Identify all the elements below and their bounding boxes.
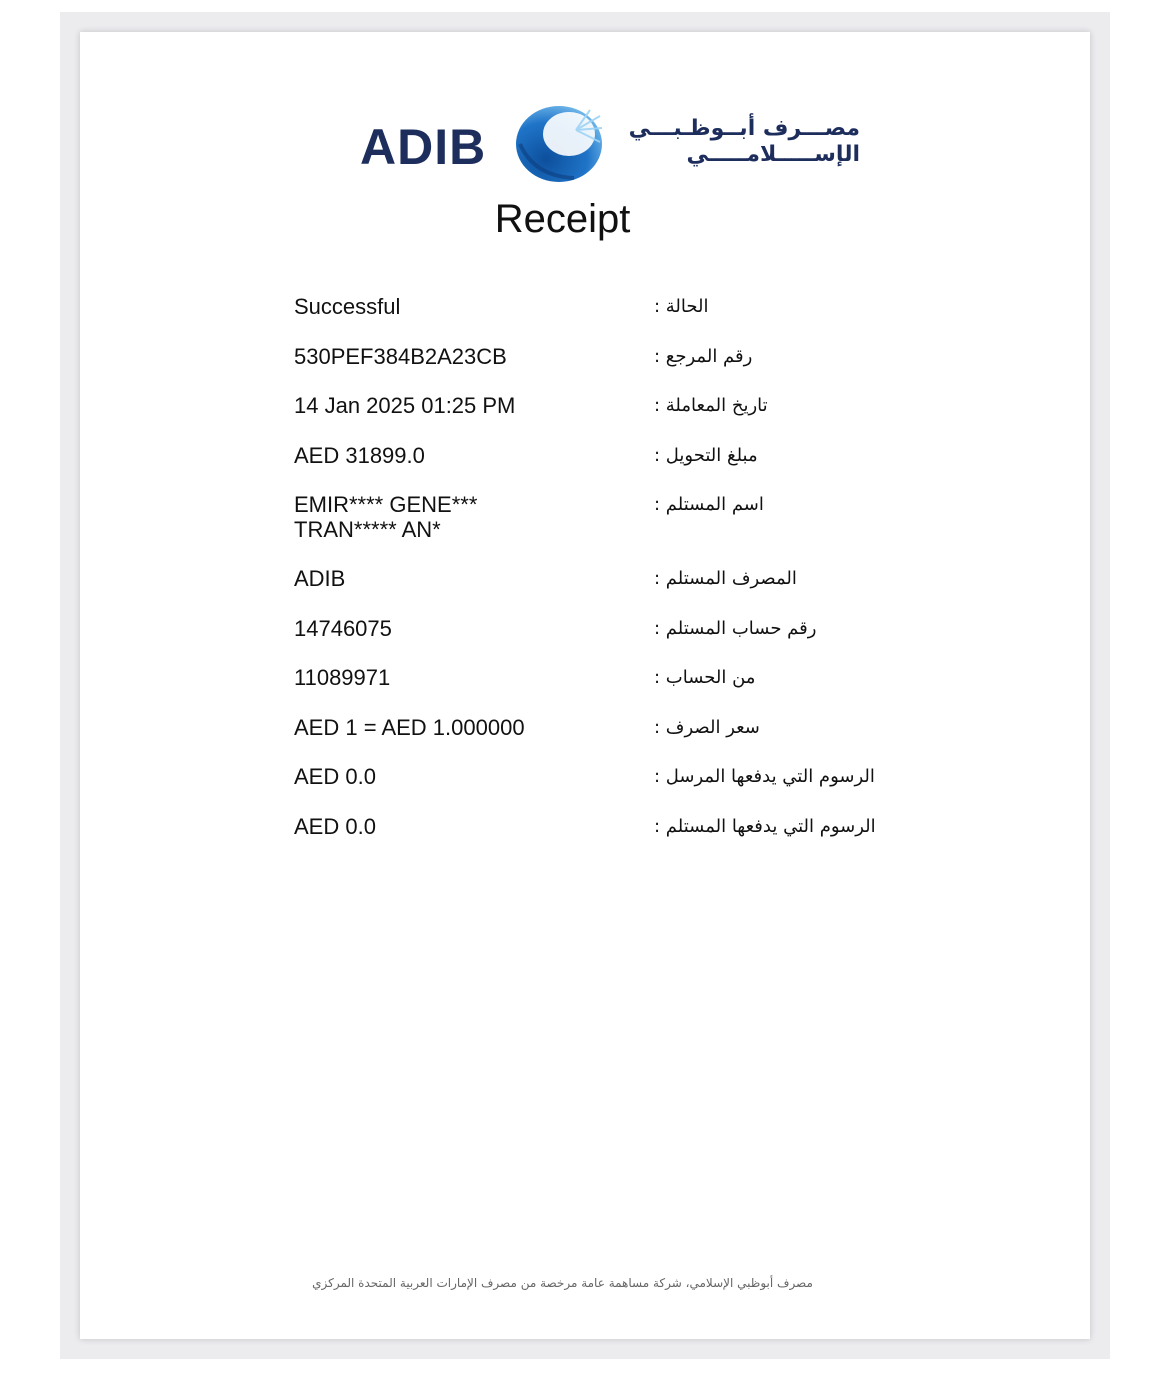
sender-fees-label: الرسوم التي يدفعها المرسل :	[654, 766, 875, 787]
beneficiary-name-label: اسم المستلم :	[654, 494, 764, 515]
detail-row-amount	[294, 443, 894, 493]
exchange-rate-label: سعر الصرف :	[654, 716, 760, 738]
reference-label: رقم المرجع :	[654, 345, 753, 367]
document-viewer	[60, 12, 1110, 1359]
detail-row-status	[294, 294, 894, 344]
beneficiary-fees-label: الرسوم التي يدفعها المستلم :	[654, 815, 876, 837]
status-value: Successful	[294, 294, 401, 319]
detail-row-beneficiary-fees	[294, 814, 894, 864]
detail-row-from-account	[294, 665, 894, 715]
beneficiary-name-value: EMIR**** GENE*** TRAN***** AN*	[294, 492, 478, 542]
transaction-date-label: تاريخ المعاملة :	[654, 395, 768, 416]
sender-fees-value: AED 0.0	[294, 764, 376, 789]
transfer-amount-label: مبلغ التحويل :	[654, 444, 758, 466]
adib-logo	[360, 104, 860, 184]
beneficiary-bank-label: المصرف المستلم :	[654, 568, 797, 589]
beneficiary-bank-value: ADIB	[294, 566, 346, 591]
logo-english-text: ADIB	[360, 119, 487, 175]
detail-row-exchange-rate	[294, 715, 894, 765]
status-label: الحالة :	[654, 296, 709, 317]
receipt-page	[80, 32, 1090, 1339]
from-account-value: 11089971	[294, 665, 391, 690]
detail-row-date	[294, 393, 894, 443]
detail-row-sender-fees	[294, 764, 894, 814]
receipt-details	[294, 294, 894, 863]
reference-value: 530PEF384B2A23CB	[294, 343, 507, 369]
page-title: Receipt	[494, 197, 631, 241]
detail-row-beneficiary-bank	[294, 566, 894, 616]
beneficiary-account-value: 14746075	[294, 615, 392, 641]
exchange-rate-value: AED 1 = AED 1.000000	[294, 714, 525, 740]
detail-row-beneficiary-account	[294, 616, 894, 666]
logo-arabic-line-1: مصـــرف أبــوظـبـــي	[628, 116, 860, 141]
detail-row-beneficiary-name	[294, 492, 894, 566]
beneficiary-fees-value: AED 0.0	[294, 813, 376, 839]
transfer-amount-value: AED 31899.0	[294, 442, 425, 468]
from-account-label: من الحساب :	[654, 667, 756, 688]
beneficiary-account-label: رقم حساب المستلم :	[654, 617, 817, 639]
logo-arabic-text	[620, 116, 860, 168]
adib-globe-icon	[514, 104, 604, 184]
footer-disclaimer: مصرف أبوظبي الإسلامي، شركة مساهمة عامة مرخصة من مصرف الإمارات العربية المتحدة المركزي	[312, 1276, 813, 1290]
logo-arabic-line-2: الإســـــلامـــــي	[686, 142, 860, 167]
detail-row-reference	[294, 344, 894, 394]
transaction-date-value: 14 Jan 2025 01:25 PM	[294, 393, 516, 418]
